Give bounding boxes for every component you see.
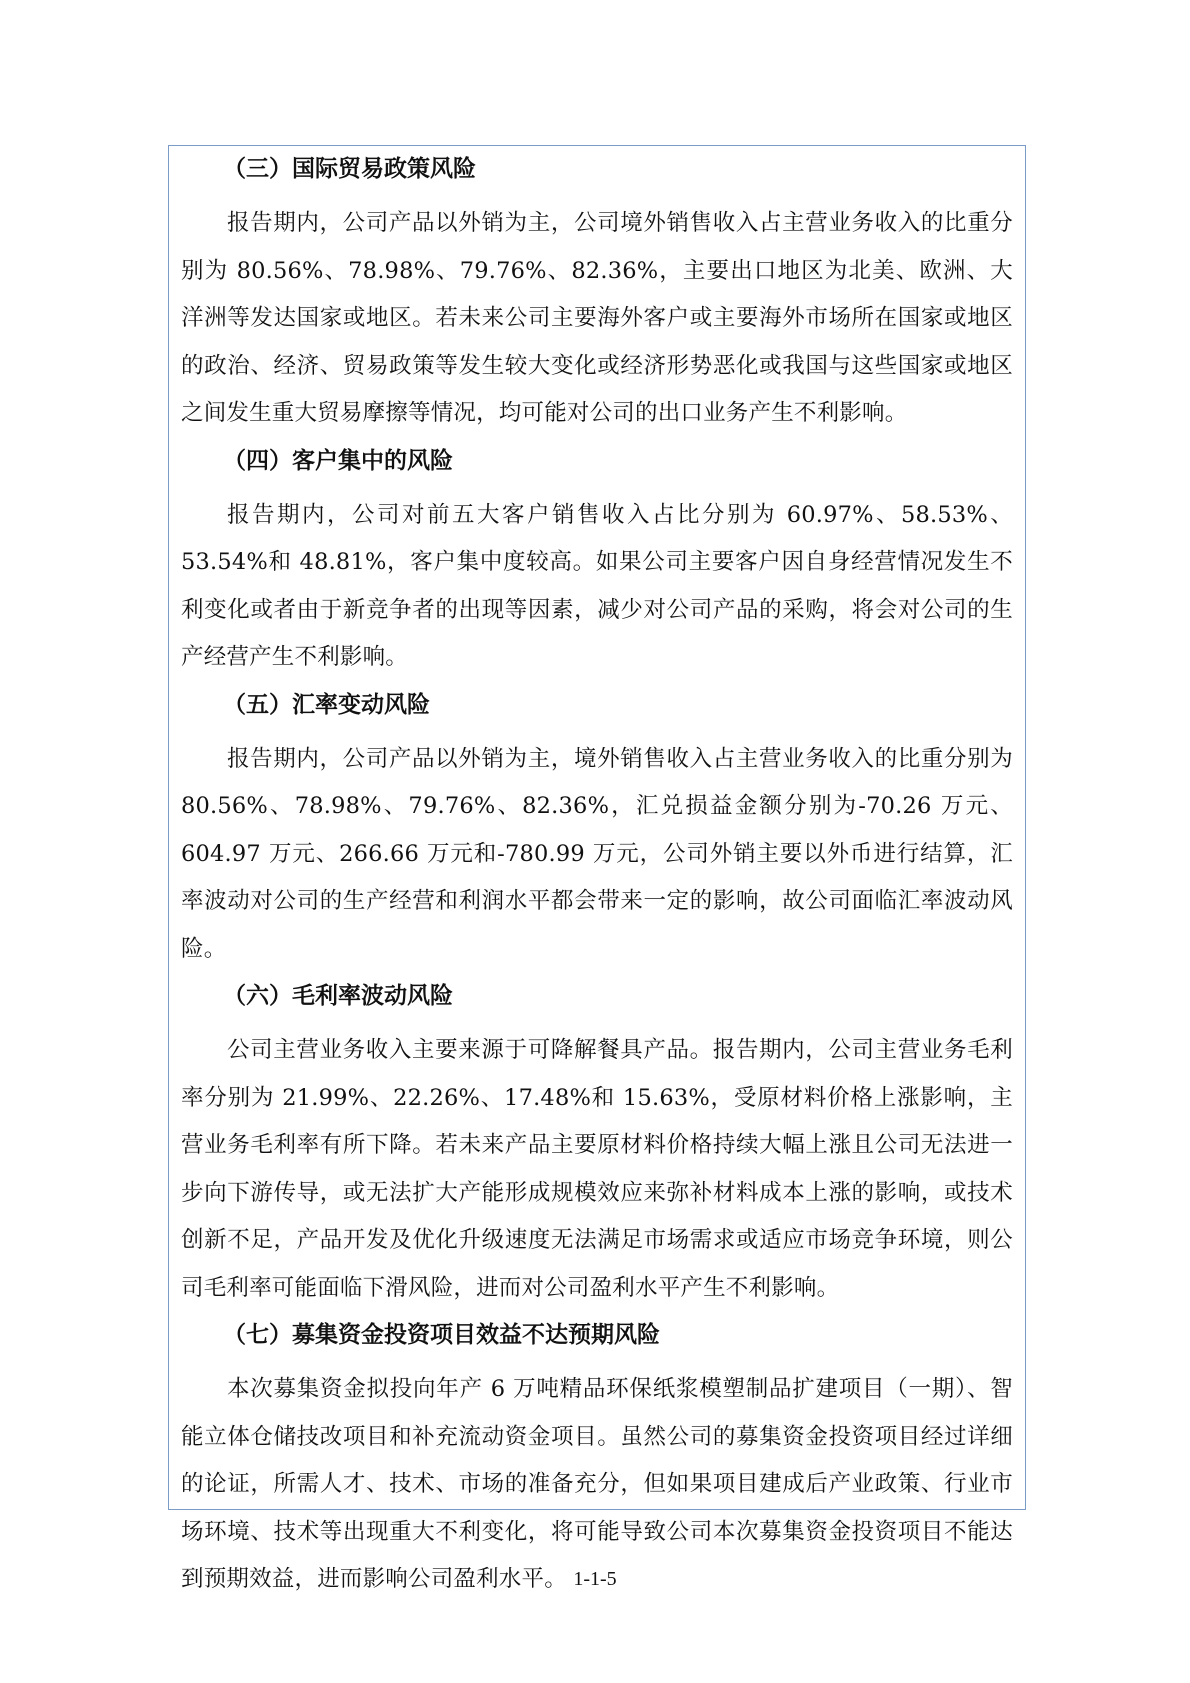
section-heading-6: （六）毛利率波动风险 [223,983,453,1009]
section-heading-4: （四）客户集中的风险 [223,447,453,474]
section-heading-3: （三）国际贸易政策风险 [223,156,476,182]
section-body-4: 报告期内，公司对前五大客户销售收入占比分别为 60.97%、58.53%、53.54%和 48.81%，客户集中度较高。如果公司主要客户因自身经营情况发生不利变化或者由于新竞争者的出现等因素，减少对公司产品的采购，将会对公司的生产经营产生不利影响。 [181,501,1013,670]
section-heading-7: （七）募集资金投资项目效益不达预期风险 [223,1322,660,1348]
page-number: 1-1-5 [573,1568,617,1590]
section-heading-5: （五）汇率变动风险 [223,691,430,718]
section-body-5: 报告期内，公司产品以外销为主，境外销售收入占主营业务收入的比重分别为 80.56%、78.98%、79.76%、82.36%，汇兑损益金额分别为-70.26 万元、604.97 万元、266.66 万元和-780.99 万元，公司外销主要以外币进行结算，汇率波动对公司的生产经营和利润水平都会带来一定的影响，故公司面临汇率波动风险。 [181,745,1013,962]
section-body-6: 公司主营业务收入主要来源于可降解餐具产品。报告期内，公司主营业务毛利率分别为 21.99%、22.26%、17.48%和 15.63%，受原材料价格上涨影响，主营业务毛利率有所下降。若未来产品主要原材料价格持续大幅上涨且公司无法进一步向下游传导，或无法扩大产能形成规模效应来弥补材料成本上涨的影响，或技术创新不足，产品开发及优化升级速度无法满足市场需求或适应市场竞争环境，则公司毛利率可能面临下滑风险，进而对公司盈利水平产生不利影响。 [181,1037,1013,1301]
section-body-7: 本次募集资金拟投向年产 6 万吨精品环保纸浆模塑制品扩建项目（一期）、智能立体仓储技改项目和补充流动资金项目。虽然公司的募集资金投资项目经过详细的论证，所需人才、技术、市场的准备充分，但如果项目建成后产业政策、行业市场环境、技术等出现重大不利变化，将可能导致公司本次募集资金投资项目不能达到预期效益，进而影响公司盈利水平。 [181,1376,1013,1592]
section-body-3: 报告期内，公司产品以外销为主，公司境外销售收入占主营业务收入的比重分别为 80.56%、78.98%、79.76%、82.36%，主要出口地区为北美、欧洲、大洋洲等发达国家或地区。若未来公司主要海外客户或主要海外市场所在国家或地区的政治、经济、贸易政策等发生较大变化或经济形势恶化或我国与这些国家或地区之间发生重大贸易摩擦等情况，均可能对公司的出口业务产生不利影响。 [181,210,1013,426]
